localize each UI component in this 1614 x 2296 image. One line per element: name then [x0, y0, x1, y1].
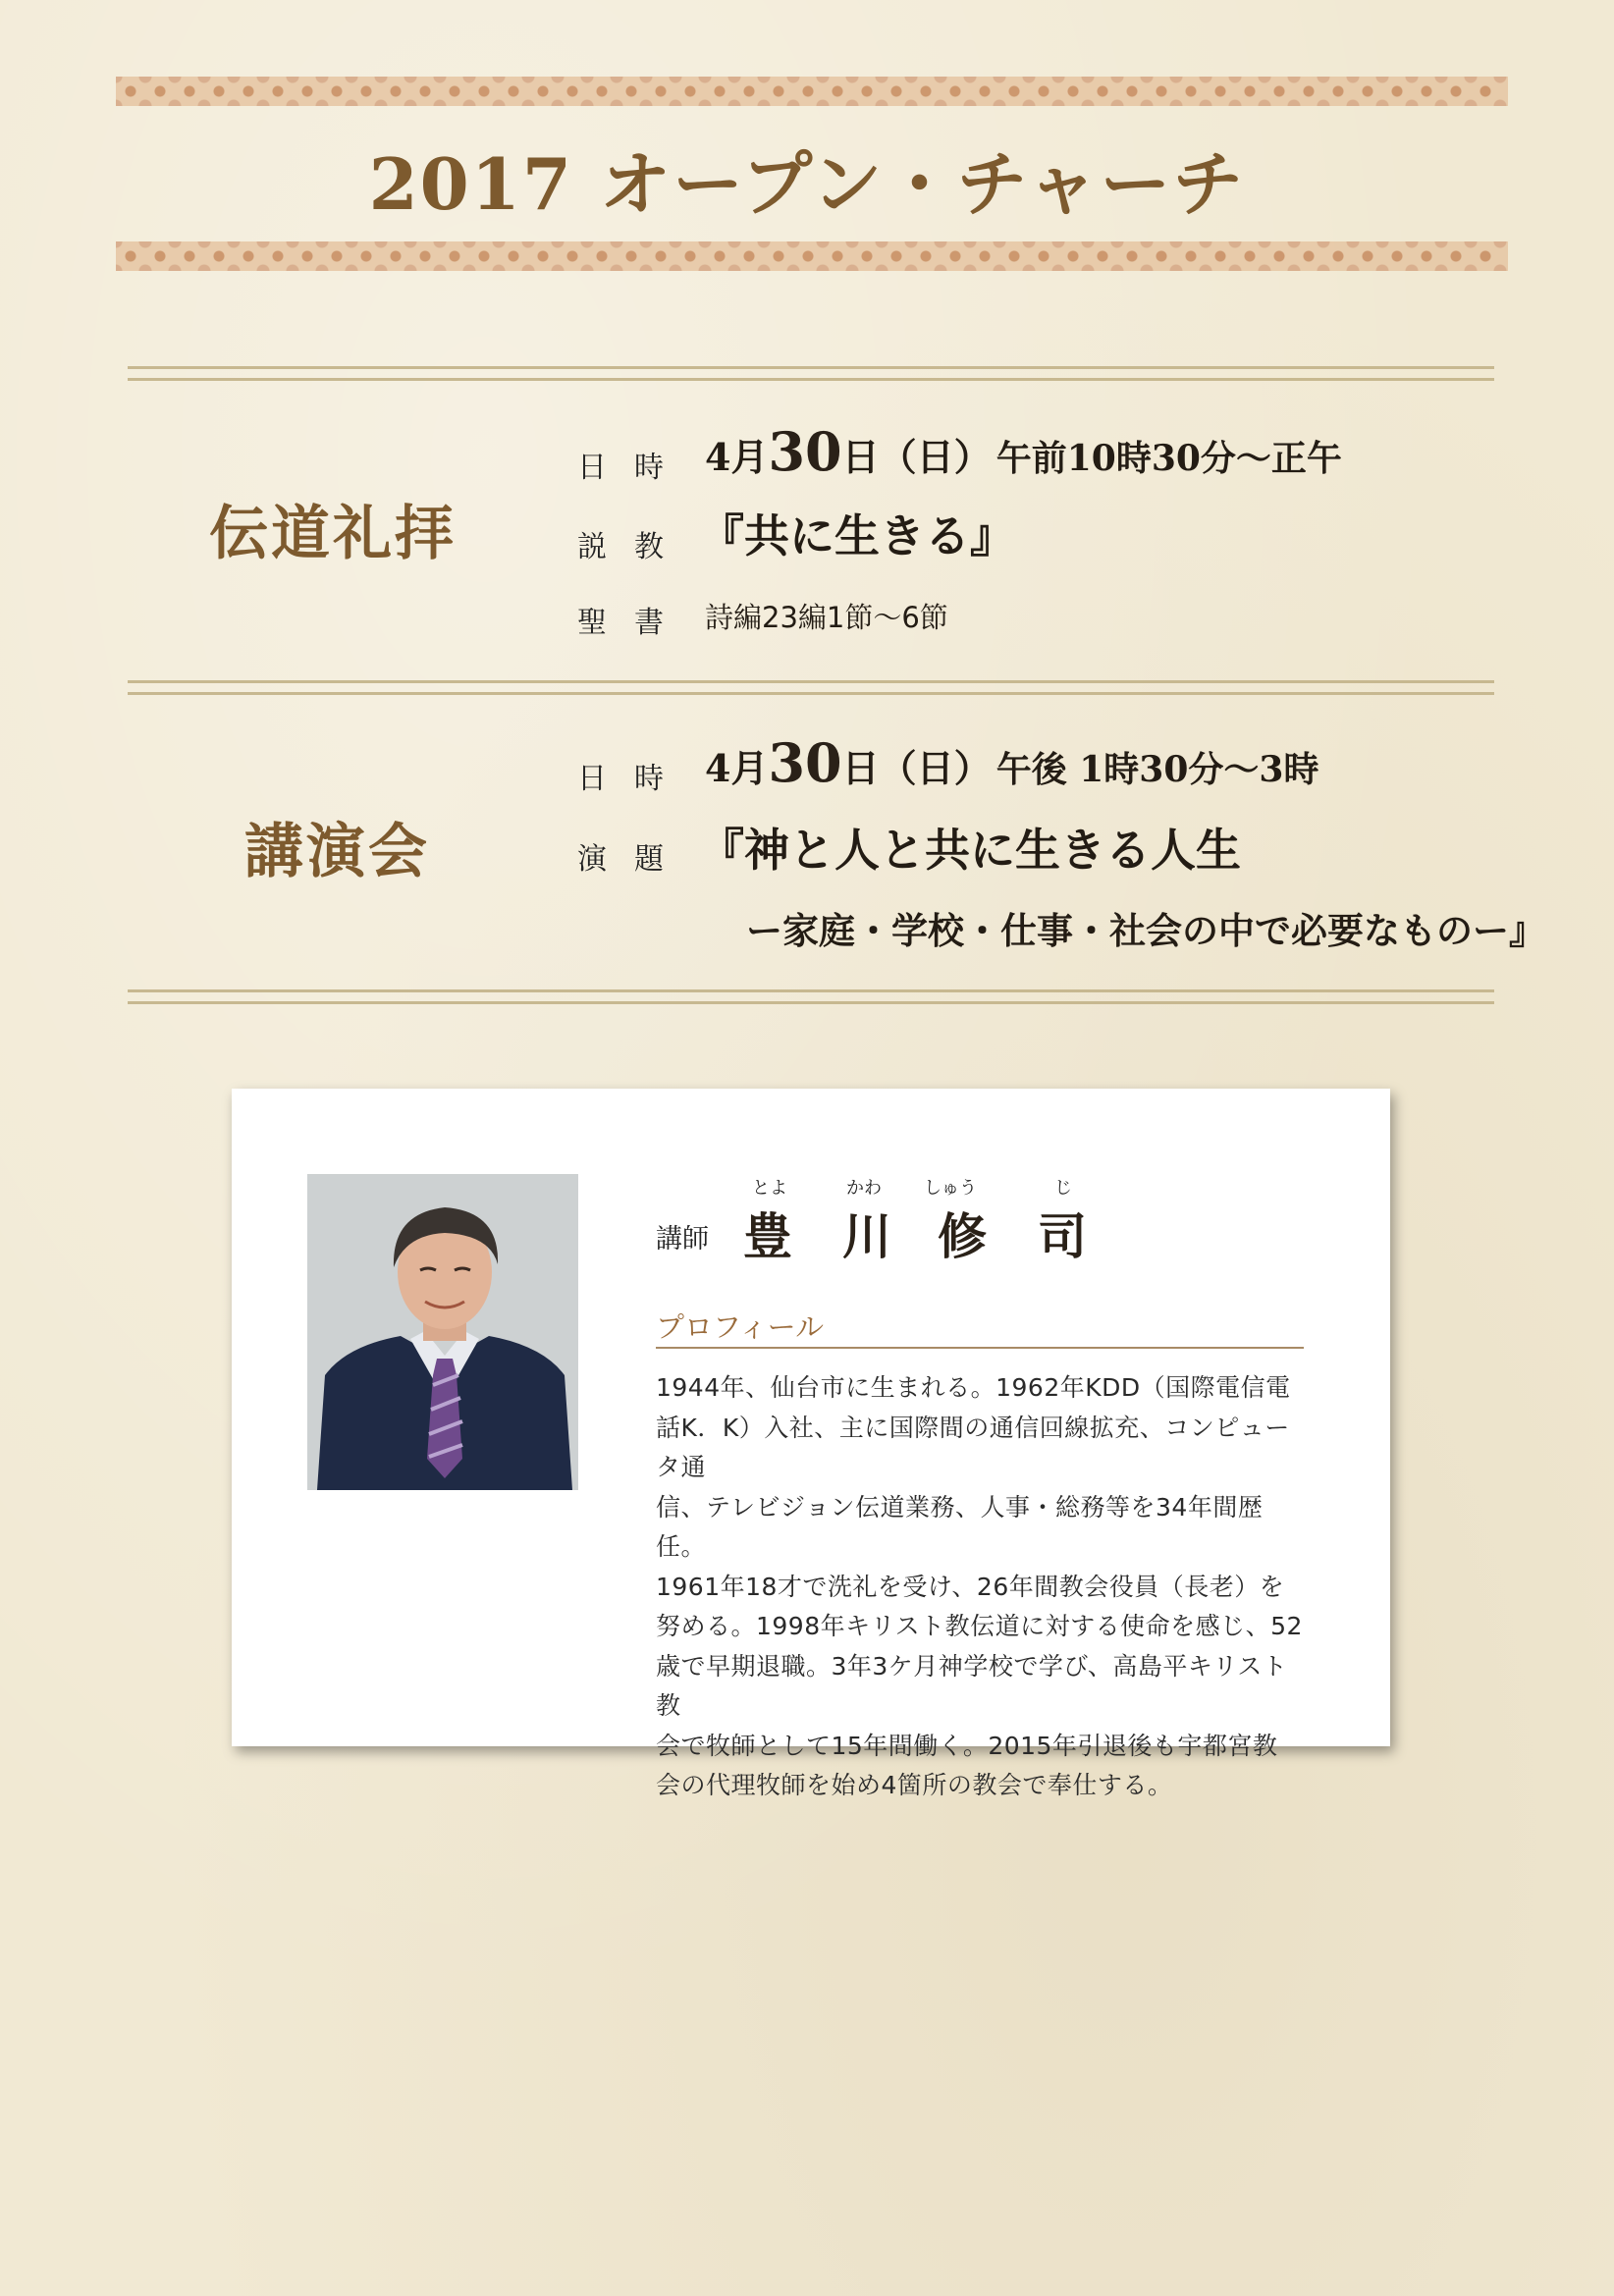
lecture-day-number: 30	[768, 731, 842, 794]
profile-line: 信、テレビジョン伝道業務、人事・総務等を34年間歴任。	[656, 1492, 1264, 1561]
worship-day-number: 30	[768, 420, 842, 483]
profile-line: 1944年、仙台市に生まれる。1962年KDD（国際電信電	[656, 1373, 1291, 1402]
speaker-name-char-2: 川	[842, 1207, 891, 1265]
page-title: 2017 オープン・チャーチ	[368, 142, 1246, 226]
bottom-ornament-band	[116, 241, 1508, 271]
profile-body	[656, 1368, 1304, 1806]
divider-rule	[128, 366, 1494, 381]
divider-rule	[128, 989, 1494, 1004]
ruby-3: しゅう	[924, 1178, 977, 1199]
lecture-day-suffix: 日（日）	[841, 746, 992, 790]
profile-line: 努める。1998年キリスト教伝道に対する使命を感じ、52	[656, 1612, 1303, 1640]
profile-line: 会の代理牧師を始め4箇所の教会で奉仕する。	[656, 1771, 1173, 1799]
ruby-1: とよ	[752, 1178, 787, 1199]
top-ornament-band	[116, 77, 1508, 106]
profile-line: 会で牧師として15年間働く。2015年引退後も宇都宮教	[656, 1731, 1278, 1760]
worship-section-title: 伝道礼拝	[209, 500, 457, 568]
lecture-datetime	[705, 731, 1318, 794]
worship-time: 午前10時30分〜正午	[995, 438, 1342, 479]
worship-datetime-label: 日時	[577, 451, 691, 485]
lecture-time: 午後 1時30分〜3時	[995, 749, 1319, 790]
lecture-month: 4月	[705, 746, 769, 790]
scripture-label: 聖書	[577, 606, 691, 640]
worship-month: 4月	[705, 435, 769, 479]
sermon-label: 説教	[577, 530, 691, 564]
worship-datetime	[705, 420, 1342, 483]
topic-line-1: 『神と人と共に生きる人生	[699, 824, 1241, 877]
lecture-datetime-label: 日時	[577, 762, 691, 796]
speaker-name-char-1: 豊	[743, 1207, 792, 1265]
speaker-name-char-4: 司	[1038, 1207, 1087, 1265]
lecture-section-title: 講演会	[244, 818, 430, 886]
profile-line: 話K．K）入社、主に国際間の通信回線拡充、コンピュータ通	[656, 1413, 1290, 1481]
ruby-2: かわ	[846, 1178, 882, 1199]
scripture-value: 詩編23編1節〜6節	[705, 601, 948, 634]
divider-rule	[128, 680, 1494, 695]
topic-line-2: ー家庭・学校・仕事・社会の中で必要なものー』	[746, 909, 1545, 952]
speaker-portrait-image	[307, 1174, 578, 1490]
speaker-name-char-3: 修	[938, 1207, 987, 1265]
topic-label: 演題	[577, 842, 691, 877]
profile-line: 1961年18才で洗礼を受け、26年間教会役員（長老）を	[656, 1572, 1285, 1601]
worship-day-suffix: 日（日）	[841, 435, 992, 479]
profile-heading-underline	[656, 1347, 1304, 1349]
speaker-photo	[307, 1174, 578, 1490]
speaker-role: 講師	[656, 1224, 709, 1255]
ruby-4: じ	[1054, 1178, 1072, 1199]
sermon-title: 『共に生きる』	[699, 509, 1015, 562]
profile-line: 歳で早期退職。3年3ケ月神学校で学び、高島平キリスト教	[656, 1651, 1288, 1720]
profile-heading: プロフィール	[656, 1310, 825, 1344]
